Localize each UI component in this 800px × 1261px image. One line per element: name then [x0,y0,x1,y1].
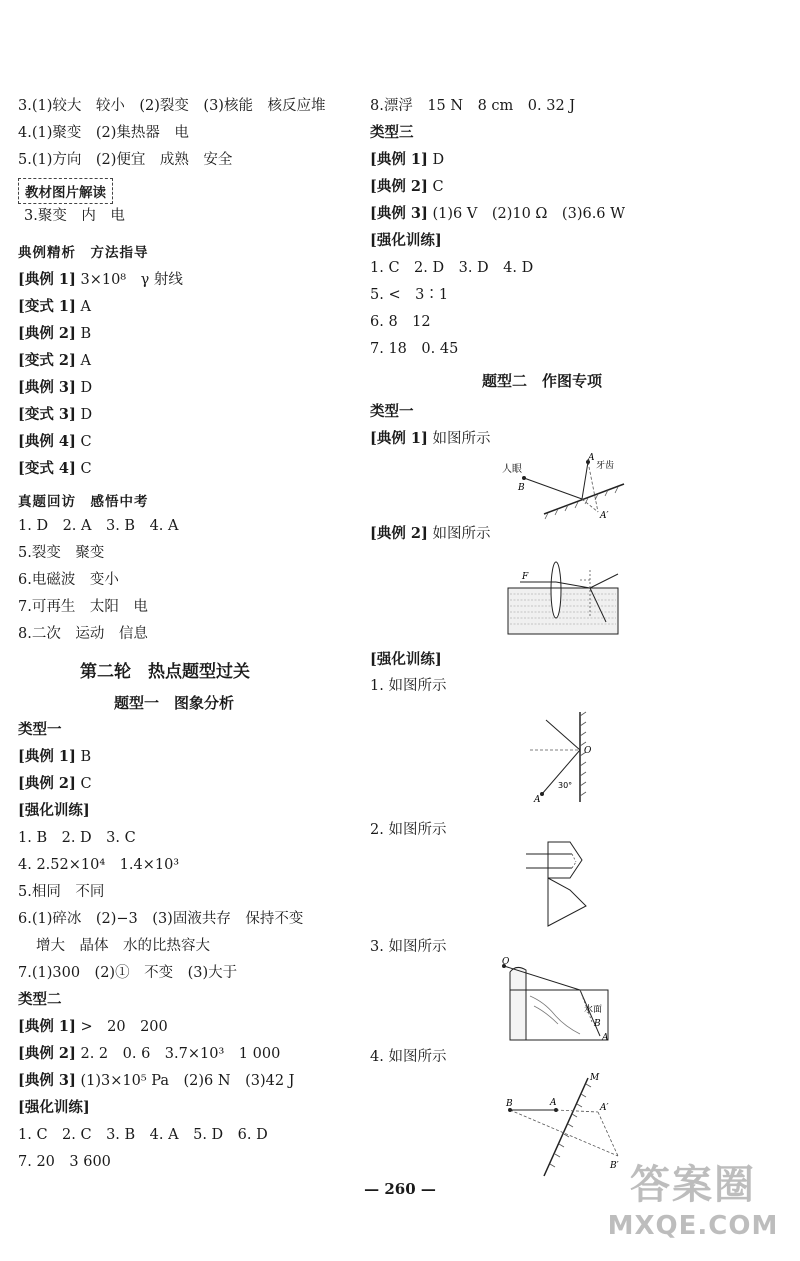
answer-line: 1. D 2. A 3. B 4. A [18,518,179,534]
answer-line: 3.聚变 内 电 [24,208,125,224]
type-title: 题型二 作图专项 [482,372,603,390]
answer-line: 5. < 3∶1 [370,287,449,303]
answer-line: 1. 如图所示 [370,678,447,694]
fig-label: 牙齿 [596,461,615,471]
answer-line: [变式 1] A [18,298,91,315]
fig-label: O [502,957,510,967]
answer-line: [变式 4] C [18,460,92,477]
answer-line: 7.(1)300 (2)① 不变 (3)大于 [18,965,238,981]
fig-label: B [518,483,525,493]
answer-line: [典例 1] > 20 200 [18,1018,168,1035]
answer-line: 1. B 2. D 3. C [18,830,136,846]
answer-line: 6.电磁波 变小 [18,572,119,588]
answer-line: 4.(1)聚变 (2)集热器 电 [18,125,189,141]
answer-line: 4. 如图所示 [370,1049,447,1065]
answer-line: [变式 2] A [18,352,91,369]
page-number: — 260 — [364,1180,436,1198]
fig-label: A [534,795,541,805]
answer-line: 5.裂变 聚变 [18,545,105,561]
answer-line: 3. 如图所示 [370,939,447,955]
answer-line: [典例 2] 2. 2 0. 6 3.7×10³ 1 000 [18,1045,281,1062]
answer-line: [典例 2] C [18,775,92,792]
fig-label: O [584,746,592,756]
practice-heading: [强化训练] [370,232,442,249]
practice-heading: [强化训练] [18,1099,90,1116]
fig-label: B′ [610,1161,619,1171]
fig-label: B [594,1019,601,1029]
fig-label: A′ [600,1103,609,1113]
prism-figure [526,840,598,930]
fig-label: B [506,1099,513,1109]
fig-label: F [522,572,529,582]
answer-line: [典例 2] B [18,325,92,342]
answer-line: [典例 3] D [18,379,93,396]
lens-water-figure [506,560,624,640]
answer-line: 1. C 2. C 3. B 4. A 5. D 6. D [18,1127,268,1143]
answer-line: 7.可再生 太阳 电 [18,599,148,615]
textbook-figure-heading: 教材图片解读 [18,178,113,204]
answer-line: 8.二次 运动 信息 [18,626,148,642]
category-heading: 类型一 [370,403,414,420]
fig-label: A [602,1033,609,1043]
answer-line: 7. 18 0. 45 [370,341,459,357]
fig-label: 30° [558,781,573,790]
mirror-reflection-figure [502,452,636,522]
round-title: 第二轮 热点题型过关 [80,662,250,682]
answer-line: [典例 1] B [18,748,92,765]
answer-line: [典例 3] (1)3×10⁵ Pa (2)6 N (3)42 J [18,1072,295,1089]
answer-line: 4. 2.52×10⁴ 1.4×10³ [18,857,180,873]
answer-line: [典例 1] D [370,151,445,168]
answer-line: [典例 1] 如图所示 [370,430,491,447]
answer-line: 5.相同 不同 [18,884,105,900]
site-watermark [598,1161,788,1251]
section-heading: 真题回访 感悟中考 [18,494,149,510]
watermark-logo-text: 答案圈 [630,1162,756,1208]
answer-line: [典例 2] 如图所示 [370,525,491,542]
answer-line: 2. 如图所示 [370,822,447,838]
fig-label: A [550,1098,557,1108]
category-heading: 类型二 [18,991,62,1008]
answer-line: [变式 3] D [18,406,93,423]
fig-label: M [590,1073,600,1083]
answer-line: [典例 3] (1)6 V (2)10 Ω (3)6.6 W [370,205,626,222]
fig-label: A′ [600,511,609,521]
category-heading: 类型一 [18,721,62,738]
answer-line: 8.漂浮 15 N 8 cm 0. 32 J [370,98,576,114]
fig-label: 水面 [584,1005,603,1015]
answer-line: 7. 20 3 600 [18,1154,111,1170]
watermark-url: MXQE.COM [607,1211,779,1241]
answer-line: 1. C 2. D 3. D 4. D [370,260,534,276]
practice-heading: [强化训练] [18,802,90,819]
type-title: 题型一 图象分析 [114,694,235,712]
answer-line: 5.(1)方向 (2)便宜 成熟 安全 [18,152,233,168]
answer-line: 3.(1)较大 较小 (2)裂变 (3)核能 核反应堆 [18,98,326,114]
plane-mirror-figure [520,710,610,805]
answer-line: [典例 4] C [18,433,92,450]
answer-line: [典例 1] 3×10⁸ γ 射线 [18,271,183,288]
water-refraction-figure [502,957,614,1044]
answer-line: 增大 晶体 水的比热容大 [36,938,210,954]
category-heading: 类型三 [370,124,414,141]
practice-heading: [强化训练] [370,651,442,668]
answer-line: 6. 8 12 [370,314,431,330]
answer-line: 6.(1)碎冰 (2)−3 (3)固液共存 保持不变 [18,911,304,927]
section-heading: 典例精析 方法指导 [18,245,149,261]
fig-label: 人眼 [502,464,522,475]
answer-line: [典例 2] C [370,178,444,195]
fig-label: A [588,453,595,463]
